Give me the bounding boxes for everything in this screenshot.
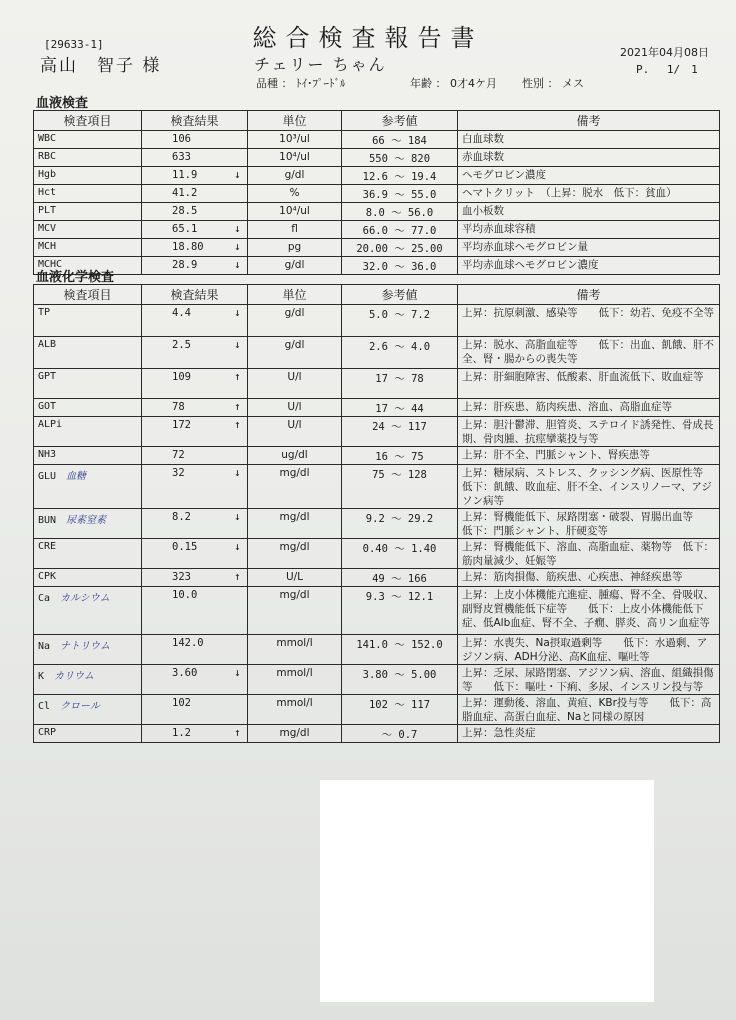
cell-ref: 36.9 ～ 55.0 bbox=[342, 185, 458, 203]
cell-ref: 20.00 ～ 25.00 bbox=[342, 239, 458, 257]
blood-table bbox=[33, 110, 720, 275]
result-value: 3.60 bbox=[172, 667, 198, 679]
cell-item bbox=[34, 569, 142, 587]
handwritten-note: クロール bbox=[60, 701, 100, 712]
item-code: WBC bbox=[38, 133, 57, 144]
cell-result bbox=[142, 257, 248, 275]
table-row bbox=[34, 665, 720, 695]
table-row bbox=[34, 399, 720, 417]
result-flag: ↓ bbox=[234, 222, 241, 235]
cell-unit: mg/dl bbox=[248, 539, 342, 569]
result-value: 109 bbox=[172, 371, 191, 383]
item-code: K bbox=[38, 671, 45, 682]
result-value: 1.2 bbox=[172, 727, 191, 739]
table-row bbox=[34, 131, 720, 149]
cell-unit: g/dl bbox=[248, 337, 342, 369]
cell-ref: 32.0 ～ 36.0 bbox=[342, 257, 458, 275]
cell-ref: 5.0 ～ 7.2 bbox=[342, 305, 458, 337]
result-value: 28.5 bbox=[172, 205, 198, 217]
result-flag: ↓ bbox=[234, 510, 241, 523]
cell-result bbox=[142, 569, 248, 587]
cell-note: 赤血球数 bbox=[458, 149, 720, 167]
cell-unit: mmol/l bbox=[248, 695, 342, 725]
cell-ref: 17 ～ 44 bbox=[342, 399, 458, 417]
col-unit: 単位 bbox=[248, 111, 342, 131]
cell-ref: 12.6 ～ 19.4 bbox=[342, 167, 458, 185]
cell-unit: U/l bbox=[248, 399, 342, 417]
cell-ref: 9.3 ～ 12.1 bbox=[342, 587, 458, 635]
cell-ref: 3.80 ～ 5.00 bbox=[342, 665, 458, 695]
cell-item bbox=[34, 221, 142, 239]
result-value: 10.0 bbox=[172, 589, 198, 601]
pet-name: チェリー ちゃん bbox=[254, 55, 387, 74]
table-row bbox=[34, 149, 720, 167]
cell-item bbox=[34, 465, 142, 509]
item-code: GLU bbox=[38, 471, 57, 482]
cell-result bbox=[142, 447, 248, 465]
item-code: CPK bbox=[38, 571, 57, 582]
result-flag: ↓ bbox=[234, 666, 241, 679]
cell-item bbox=[34, 665, 142, 695]
result-flag: ↑ bbox=[234, 726, 241, 739]
handwritten-note: 血糖 bbox=[66, 471, 87, 482]
table-row bbox=[34, 239, 720, 257]
result-flag: ↓ bbox=[234, 168, 241, 181]
sex: 性別 ： メス bbox=[522, 77, 584, 90]
item-code: TP bbox=[38, 307, 51, 318]
cell-unit: g/dl bbox=[248, 167, 342, 185]
cell-result bbox=[142, 587, 248, 635]
item-code: MCHC bbox=[38, 259, 63, 270]
cell-unit: U/l bbox=[248, 369, 342, 399]
cell-ref: 75 ～ 128 bbox=[342, 465, 458, 509]
cell-note: 上昇：筋肉損傷、筋疾患、心疾患、神経疾患等 bbox=[458, 569, 720, 587]
cell-result bbox=[142, 239, 248, 257]
cell-unit: mg/dl bbox=[248, 725, 342, 743]
cell-unit: g/dl bbox=[248, 257, 342, 275]
cell-note: 上昇：肝疾患、筋肉疾患、溶血、高脂血症等 bbox=[458, 399, 720, 417]
cell-result bbox=[142, 305, 248, 337]
result-value: 78 bbox=[172, 401, 185, 413]
cell-result bbox=[142, 399, 248, 417]
cell-note: 平均赤血球ヘモグロビン量 bbox=[458, 239, 720, 257]
table-row bbox=[34, 635, 720, 665]
handwritten-note: ナトリウム bbox=[60, 641, 110, 652]
result-value: 102 bbox=[172, 697, 191, 709]
table-row bbox=[34, 369, 720, 399]
table-row bbox=[34, 725, 720, 743]
result-flag: ↓ bbox=[234, 240, 241, 253]
col-note: 備考 bbox=[458, 285, 720, 305]
cell-result bbox=[142, 369, 248, 399]
cell-note: 上昇：運動後、溶血、黄疸、KBr投与等 低下：高脂血症、高蛋白血症、Naと同様の原因 bbox=[458, 695, 720, 725]
item-code: GOT bbox=[38, 401, 57, 412]
cell-unit: mg/dl bbox=[248, 587, 342, 635]
cell-note: 上昇：肝細胞障害、低酸素、肝血流低下、敗血症等 bbox=[458, 369, 720, 399]
table-row bbox=[34, 539, 720, 569]
cell-note: 上昇：急性炎症 bbox=[458, 725, 720, 743]
cell-result bbox=[142, 665, 248, 695]
item-code: BUN bbox=[38, 515, 57, 526]
table-header-row bbox=[34, 285, 720, 305]
result-flag: ↑ bbox=[234, 370, 241, 383]
cell-item bbox=[34, 725, 142, 743]
cell-item bbox=[34, 417, 142, 447]
cell-unit: pg bbox=[248, 239, 342, 257]
cell-item bbox=[34, 149, 142, 167]
chem-table bbox=[33, 284, 725, 743]
cell-ref: 24 ～ 117 bbox=[342, 417, 458, 447]
item-code: Hct bbox=[38, 187, 57, 198]
cell-unit: 10⁴/ul bbox=[248, 203, 342, 221]
age: 年齢 ： 0才4ケ月 bbox=[410, 77, 497, 90]
result-value: 106 bbox=[172, 133, 191, 145]
result-flag: ↑ bbox=[234, 418, 241, 431]
cell-note: 上昇：胆汁鬱滞、胆管炎、ステロイド誘発性、骨成長期、骨肉腫、抗痙攣薬投与等 bbox=[458, 417, 720, 447]
cell-item bbox=[34, 509, 142, 539]
result-value: 172 bbox=[172, 419, 191, 431]
item-code: MCV bbox=[38, 223, 57, 234]
cell-unit: U/L bbox=[248, 569, 342, 587]
result-value: 8.2 bbox=[172, 511, 191, 523]
cell-note: ヘモグロビン濃度 bbox=[458, 167, 720, 185]
table-row bbox=[34, 587, 720, 635]
item-code: Cl bbox=[38, 701, 51, 712]
cell-result bbox=[142, 725, 248, 743]
handwritten-note: カリウム bbox=[54, 671, 94, 682]
cell-result bbox=[142, 167, 248, 185]
col-unit: 単位 bbox=[248, 285, 342, 305]
cell-unit: g/dl bbox=[248, 305, 342, 337]
section-title-blood: 血液検査 bbox=[36, 96, 89, 111]
item-code: Ca bbox=[38, 593, 51, 604]
table-row bbox=[34, 305, 720, 337]
col-ref: 参考値 bbox=[342, 111, 458, 131]
col-item: 検査項目 bbox=[34, 285, 142, 305]
result-value: 32 bbox=[172, 467, 185, 479]
table-row bbox=[34, 203, 720, 221]
result-flag: ↓ bbox=[234, 466, 241, 479]
table-row bbox=[34, 509, 720, 539]
handwritten-note: 尿素窒素 bbox=[66, 515, 107, 526]
table-header-row bbox=[34, 111, 720, 131]
result-value: 4.4 bbox=[172, 307, 191, 319]
result-value: 2.5 bbox=[172, 339, 191, 351]
col-result: 検査結果 bbox=[142, 285, 248, 305]
cell-note: 上昇：腎機能低下、尿路閉塞・破裂、胃腸出血等 低下：門脈シャント、肝硬変等 bbox=[458, 509, 720, 539]
result-value: 633 bbox=[172, 151, 191, 163]
col-item: 検査項目 bbox=[34, 111, 142, 131]
section-title-chem: 血液化学検査 bbox=[36, 270, 115, 285]
cell-result bbox=[142, 465, 248, 509]
cell-ref: 102 ～ 117 bbox=[342, 695, 458, 725]
cell-note: ヘマトクリット （上昇：脱水 低下：貧血） bbox=[458, 185, 720, 203]
cell-unit: % bbox=[248, 185, 342, 203]
breed: 品種 ： ﾄｲ･ﾌﾟｰﾄﾞﾙ bbox=[256, 77, 346, 90]
item-code: NH3 bbox=[38, 449, 57, 460]
table-row bbox=[34, 569, 720, 587]
cell-result bbox=[142, 185, 248, 203]
cell-result bbox=[142, 337, 248, 369]
col-result: 検査結果 bbox=[142, 111, 248, 131]
cell-item bbox=[34, 167, 142, 185]
cell-note: 上昇：水喪失、Na摂取過剰等 低下：水過剰、アジソン病、ADH分泌、高K血症、嘔吐等 bbox=[458, 635, 720, 665]
table-row bbox=[34, 257, 720, 275]
report-date: 2021年04月08日 bbox=[620, 46, 709, 59]
record-code: [29633-1] bbox=[44, 38, 104, 51]
cell-result bbox=[142, 203, 248, 221]
cell-item bbox=[34, 239, 142, 257]
cell-result bbox=[142, 149, 248, 167]
item-code: MCH bbox=[38, 241, 57, 252]
cell-result bbox=[142, 539, 248, 569]
cell-item bbox=[34, 203, 142, 221]
table-row bbox=[34, 221, 720, 239]
result-value: 0.15 bbox=[172, 541, 198, 553]
cell-result bbox=[142, 509, 248, 539]
cell-item bbox=[34, 587, 142, 635]
cell-unit: mg/dl bbox=[248, 509, 342, 539]
cell-unit: ug/dl bbox=[248, 447, 342, 465]
cell-ref: ～ 0.7 bbox=[342, 725, 458, 743]
cell-item bbox=[34, 369, 142, 399]
table-row bbox=[34, 185, 720, 203]
result-value: 72 bbox=[172, 449, 185, 461]
table-row bbox=[34, 337, 720, 369]
cell-note: 血小板数 bbox=[458, 203, 720, 221]
cell-ref: 141.0 ～ 152.0 bbox=[342, 635, 458, 665]
cell-unit: 10⁴/ul bbox=[248, 149, 342, 167]
cell-unit: U/l bbox=[248, 417, 342, 447]
cell-item bbox=[34, 131, 142, 149]
result-flag: ↓ bbox=[234, 306, 241, 319]
cell-note: 上昇：上皮小体機能亢進症、腫瘍、腎不全、骨吸収、副腎皮質機能低下症等 低下：上皮小体機能低下症、低Alb血症、腎不全、子癇、膵炎、高リン血症等 bbox=[458, 587, 720, 635]
cell-item bbox=[34, 539, 142, 569]
cell-note: 上昇：脱水、高脂血症等 低下：出血、飢餓、肝不全、腎・腸からの喪失等 bbox=[458, 337, 720, 369]
result-value: 323 bbox=[172, 571, 191, 583]
result-flag: ↓ bbox=[234, 338, 241, 351]
col-note: 備考 bbox=[458, 111, 720, 131]
cell-unit: fl bbox=[248, 221, 342, 239]
cell-ref: 9.2 ～ 29.2 bbox=[342, 509, 458, 539]
cell-note: 上昇：乏尿、尿路閉塞、アジソン病、溶血、組織損傷等 低下：嘔吐・下痢、多尿、インスリン投与等 bbox=[458, 665, 720, 695]
result-flag: ↑ bbox=[234, 570, 241, 583]
result-value: 41.2 bbox=[172, 187, 198, 199]
item-code: ALPi bbox=[38, 419, 63, 430]
result-value: 11.9 bbox=[172, 169, 198, 181]
cell-ref: 49 ～ 166 bbox=[342, 569, 458, 587]
item-code: PLT bbox=[38, 205, 57, 216]
table-row bbox=[34, 417, 720, 447]
table-row bbox=[34, 695, 720, 725]
cell-ref: 2.6 ～ 4.0 bbox=[342, 337, 458, 369]
cell-item bbox=[34, 305, 142, 337]
cell-result bbox=[142, 221, 248, 239]
result-value: 65.1 bbox=[172, 223, 198, 235]
table-row bbox=[34, 167, 720, 185]
cell-item bbox=[34, 635, 142, 665]
table-row bbox=[34, 465, 720, 509]
item-code: CRP bbox=[38, 727, 57, 738]
item-code: ALB bbox=[38, 339, 57, 350]
redacted-area bbox=[320, 780, 654, 1002]
cell-note: 上昇：肝不全、門脈シャント、腎疾患等 bbox=[458, 447, 720, 465]
cell-ref: 8.0 ～ 56.0 bbox=[342, 203, 458, 221]
cell-ref: 17 ～ 78 bbox=[342, 369, 458, 399]
cell-note: 平均赤血球容積 bbox=[458, 221, 720, 239]
page-number: P. 1/ 1 bbox=[636, 63, 698, 76]
result-flag: ↑ bbox=[234, 400, 241, 413]
owner-name: 高山 智子 様 bbox=[40, 56, 162, 76]
result-flag: ↓ bbox=[234, 258, 241, 271]
handwritten-note: カルシウム bbox=[60, 593, 110, 604]
item-code: RBC bbox=[38, 151, 57, 162]
result-value: 18.80 bbox=[172, 241, 204, 253]
cell-note: 上昇：抗原刺激、感染等 低下：幼若、免疫不全等 bbox=[458, 305, 720, 337]
cell-result bbox=[142, 131, 248, 149]
col-ref: 参考値 bbox=[342, 285, 458, 305]
cell-ref: 0.40 ～ 1.40 bbox=[342, 539, 458, 569]
cell-note: 上昇：糖尿病、ストレス、クッシング病、医原性等 低下：飢餓、敗血症、肝不全、インスリノーマ、アジソン病等 bbox=[458, 465, 720, 509]
result-flag: ↓ bbox=[234, 540, 241, 553]
item-code: CRE bbox=[38, 541, 57, 552]
cell-ref: 550 ～ 820 bbox=[342, 149, 458, 167]
cell-result bbox=[142, 417, 248, 447]
cell-item bbox=[34, 447, 142, 465]
cell-item bbox=[34, 399, 142, 417]
cell-unit: 10³/ul bbox=[248, 131, 342, 149]
cell-note: 白血球数 bbox=[458, 131, 720, 149]
cell-note: 上昇：腎機能低下、溶血、高脂血症、薬物等 低下：筋肉量減少、妊娠等 bbox=[458, 539, 720, 569]
result-value: 142.0 bbox=[172, 637, 204, 649]
report-title: 総合検査報告書 bbox=[252, 24, 484, 52]
cell-ref: 16 ～ 75 bbox=[342, 447, 458, 465]
item-code: Na bbox=[38, 641, 51, 652]
cell-result bbox=[142, 635, 248, 665]
cell-item bbox=[34, 185, 142, 203]
item-code: Hgb bbox=[38, 169, 57, 180]
cell-unit: mmol/l bbox=[248, 635, 342, 665]
result-value: 28.9 bbox=[172, 259, 198, 271]
cell-item bbox=[34, 337, 142, 369]
cell-unit: mg/dl bbox=[248, 465, 342, 509]
cell-ref: 66.0 ～ 77.0 bbox=[342, 221, 458, 239]
cell-ref: 66 ～ 184 bbox=[342, 131, 458, 149]
cell-result bbox=[142, 695, 248, 725]
cell-unit: mmol/l bbox=[248, 665, 342, 695]
table-row bbox=[34, 447, 720, 465]
cell-item bbox=[34, 695, 142, 725]
cell-note: 平均赤血球ヘモグロビン濃度 bbox=[458, 257, 720, 275]
item-code: GPT bbox=[38, 371, 57, 382]
